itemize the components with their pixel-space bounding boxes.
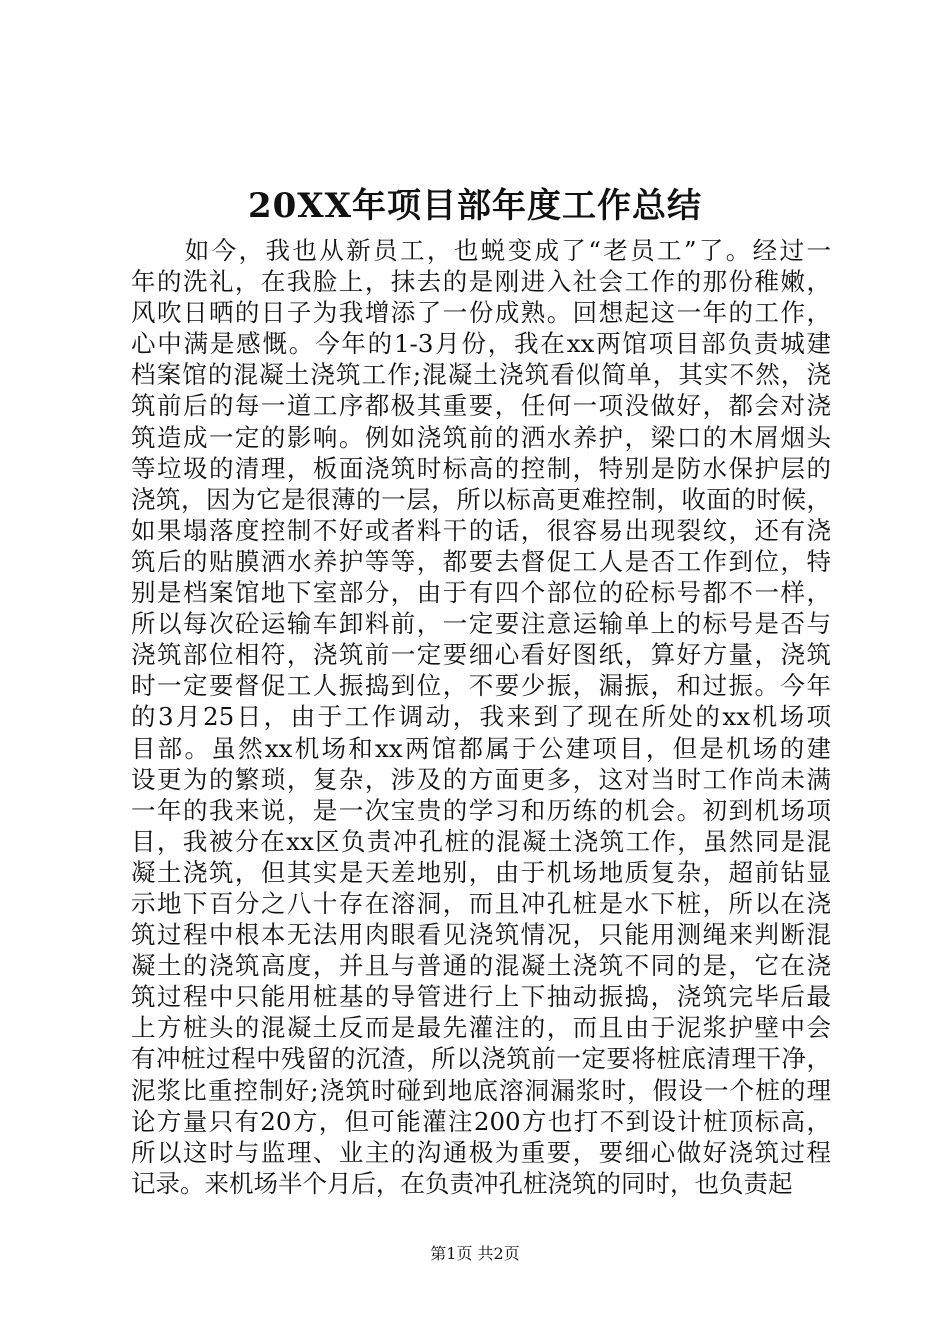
body-line: 一年的我来说，是一次宝贵的学习和历练的机会。初到机场项 [131, 795, 831, 825]
document-title: 20XX年项目部年度工作总结 [247, 186, 703, 226]
body-line: 上方桩头的混凝土反而是最先灌注的，而且由于泥浆护壁中会 [131, 1013, 831, 1043]
body-line: 别是档案馆地下室部分，由于有四个部位的砼标号都不一样， [131, 578, 831, 608]
body-line: 筑前后的每一道工序都极其重要，任何一项没做好，都会对浇 [131, 391, 831, 421]
body-line: 目，我被分在xx区负责冲孔桩的混凝土浇筑工作，虽然同是混 [131, 826, 831, 856]
body-line: 浇筑，因为它是很薄的一层，所以标高更难控制，收面的时候， [131, 484, 831, 514]
body-line: 所以每次砼运输车卸料前，一定要注意运输单上的标号是否与 [131, 609, 831, 639]
body-line: 筑后的贴膜洒水养护等等，都要去督促工人是否工作到位，特 [131, 546, 831, 576]
document-body [131, 235, 831, 1199]
body-line: 档案馆的混凝土浇筑工作;混凝土浇筑看似简单，其实不然，浇 [131, 360, 831, 390]
body-line: 如果塌落度控制不好或者料干的话，很容易出现裂纹，还有浇 [131, 515, 831, 545]
body-line: 泥浆比重控制好;浇筑时碰到地底溶洞漏浆时，假设一个桩的理 [131, 1075, 831, 1105]
body-line: 筑过程中只能用桩基的导管进行上下抽动振捣，浇筑完毕后最 [131, 982, 831, 1012]
body-line: 筑造成一定的影响。例如浇筑前的洒水养护，梁口的木屑烟头 [131, 422, 831, 452]
body-line: 记录。来机场半个月后，在负责冲孔桩浇筑的同时，也负责起 [131, 1168, 793, 1198]
body-line: 等垃圾的清理，板面浇筑时标高的控制，特别是防水保护层的 [131, 453, 831, 483]
body-line: 示地下百分之八十存在溶洞，而且冲孔桩是水下桩，所以在浇 [131, 888, 831, 918]
body-line: 目部。虽然xx机场和xx两馆都属于公建项目，但是机场的建 [131, 733, 831, 763]
body-line: 如今，我也从新员工，也蜕变成了“老员工”了。经过一 [131, 236, 831, 265]
page-footer: 第1页 共2页 [430, 1244, 520, 1263]
body-line: 所以这时与监理、业主的沟通极为重要，要细心做好浇筑过程 [131, 1137, 831, 1167]
body-line: 时一定要督促工人振捣到位，不要少振，漏振，和过振。今年 [131, 671, 831, 701]
body-line: 设更为的繁琐，复杂，涉及的方面更多，这对当时工作尚未满 [131, 764, 831, 794]
body-line: 年的洗礼，在我脸上，抹去的是刚进入社会工作的那份稚嫩， [131, 267, 831, 297]
body-line: 浇筑部位相符，浇筑前一定要细心看好图纸，算好方量，浇筑 [131, 640, 831, 670]
body-line: 有冲桩过程中残留的沉渣，所以浇筑前一定要将桩底清理干净， [131, 1044, 831, 1074]
body-line: 论方量只有20方，但可能灌注200方也打不到设计桩顶标高， [131, 1106, 831, 1136]
body-line: 风吹日晒的日子为我增添了一份成熟。回想起这一年的工作， [131, 298, 831, 328]
body-line: 凝土浇筑，但其实是天差地别，由于机场地质复杂，超前钻显 [131, 857, 831, 887]
body-line: 的3月25日，由于工作调动，我来到了现在所处的xx机场项 [131, 702, 831, 732]
body-line: 凝土的浇筑高度，并且与普通的混凝土浇筑不同的是，它在浇 [131, 951, 831, 981]
body-line: 心中满是感慨。今年的1-3月份，我在xx两馆项目部负责城建 [131, 329, 831, 359]
body-line: 筑过程中根本无法用肉眼看见浇筑情况，只能用测绳来判断混 [131, 920, 831, 950]
